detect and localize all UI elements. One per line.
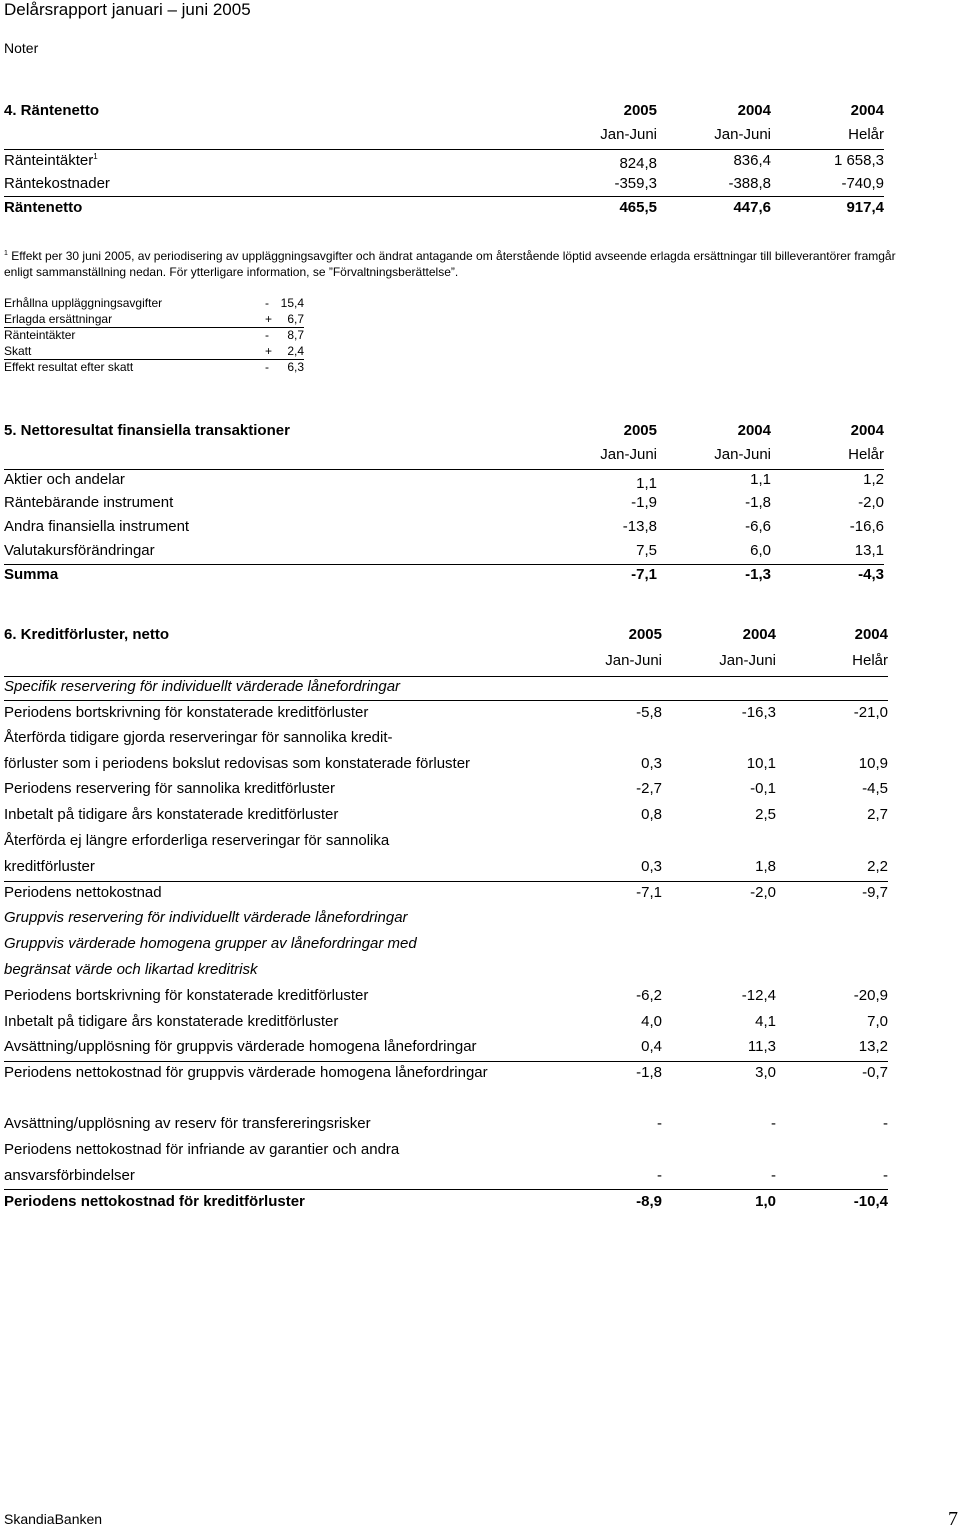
- footnote-text: Effekt per 30 juni 2005, av periodisering av uppläggningsavgifter och ändrat antagande om återstående löptid avseende erlagda ersättningar till billeverantörer framgår enligt sammanställning nedan. För ytterligare information, se ”Förvaltningsberättelse”.: [4, 249, 896, 279]
- col-period: Helår: [848, 446, 884, 463]
- effects-label: Ränteintäkter: [4, 328, 76, 342]
- row-value: -6,2: [636, 987, 662, 1004]
- table-row: [4, 1013, 888, 1035]
- effects-sign: -: [265, 328, 269, 342]
- divider: [4, 676, 888, 677]
- divider: [4, 469, 884, 470]
- row-value: 447,6: [733, 199, 771, 216]
- row-value: 0,3: [641, 755, 662, 772]
- effects-label: Skatt: [4, 344, 32, 358]
- table-row-subheading: [4, 678, 888, 700]
- row-value: -1,8: [745, 494, 771, 511]
- note-4-header-years: [4, 102, 884, 124]
- row-value: 824,8: [619, 155, 657, 172]
- col-year: 2005: [623, 102, 657, 119]
- row-value: -7,1: [636, 884, 662, 901]
- table-row-subheading: [4, 935, 888, 957]
- effects-value: 6,3: [287, 360, 304, 374]
- row-value: -740,9: [841, 175, 884, 192]
- table-row: [4, 1141, 888, 1163]
- note-6-title: 6. Kreditförluster, netto: [4, 626, 170, 643]
- row-value: 465,5: [619, 199, 657, 216]
- footnote-ref: 1: [93, 152, 98, 161]
- col-year: 2004: [737, 422, 771, 439]
- row-label: Ränteintäkter$^1$: [4, 152, 98, 169]
- row-label: förluster som i periodens bokslut redovisas som konstaterade förluster: [4, 755, 471, 772]
- row-value: -8,9: [636, 1193, 662, 1210]
- effects-row: [4, 360, 304, 376]
- footnote-marker: 1: [4, 250, 8, 257]
- row-value: -21,0: [853, 704, 888, 721]
- effects-sign: +: [265, 312, 273, 326]
- row-value: -1,3: [745, 566, 771, 583]
- col-year: 2005: [628, 626, 662, 643]
- col-year: 2004: [737, 102, 771, 119]
- row-value: -2,0: [750, 884, 776, 901]
- section-label: Noter: [4, 40, 39, 56]
- row-value: -: [657, 1167, 662, 1184]
- divider: [4, 700, 888, 701]
- row-label: Återförda tidigare gjorda reserveringar för sannolika kredit-: [4, 729, 393, 746]
- row-label: Periodens nettokostnad: [4, 884, 162, 901]
- row-label: Räntebärande instrument: [4, 494, 174, 511]
- row-label: Återförda ej längre erforderliga reserveringar för sannolika: [4, 832, 390, 849]
- effects-label: Effekt resultat efter skatt: [4, 360, 134, 374]
- row-value: -1,9: [631, 494, 657, 511]
- col-period: Jan-Juni: [600, 446, 657, 463]
- row-label: Specifik reservering för individuellt värderade lånefordringar: [4, 678, 401, 695]
- row-value: 2,7: [867, 806, 888, 823]
- effects-sign: -: [265, 296, 269, 310]
- row-value: -12,4: [741, 987, 776, 1004]
- row-value: -9,7: [862, 884, 888, 901]
- table-row: [4, 471, 884, 493]
- effects-row: [4, 296, 304, 312]
- table-row: [4, 780, 888, 802]
- row-value: 1,1: [750, 471, 771, 488]
- row-value: 7,0: [867, 1013, 888, 1030]
- row-label: Inbetalt på tidigare års konstaterade kreditförluster: [4, 1013, 339, 1030]
- row-value: -16,6: [849, 518, 884, 535]
- divider: [4, 196, 884, 197]
- row-value: -10,4: [853, 1193, 888, 1210]
- row-value: -: [771, 1167, 776, 1184]
- table-row-total: [4, 1193, 888, 1215]
- row-value: -5,8: [636, 704, 662, 721]
- row-value: 836,4: [733, 152, 771, 169]
- effects-row: [4, 344, 304, 360]
- row-label: Gruppvis reservering för individuellt värderade lånefordringar: [4, 909, 408, 926]
- row-label: ansvarsförbindelser: [4, 1167, 135, 1184]
- row-value: -0,1: [750, 780, 776, 797]
- row-value: -: [883, 1167, 888, 1184]
- row-label: Periodens nettokostnad för infriande av garantier och andra: [4, 1141, 400, 1158]
- row-label: begränsat värde och likartad kreditrisk: [4, 961, 258, 978]
- row-value: -2,7: [636, 780, 662, 797]
- effects-value: 2,4: [287, 344, 304, 358]
- col-year: 2004: [850, 422, 884, 439]
- footer-brand: SkandiaBanken: [4, 1511, 103, 1527]
- col-period: Helår: [852, 652, 888, 669]
- row-value: 7,5: [636, 542, 657, 559]
- table-row: [4, 152, 884, 174]
- row-label: Avsättning/upplösning för gruppvis värderade homogena lånefordringar: [4, 1038, 477, 1055]
- table-row: [4, 987, 888, 1009]
- col-period: Helår: [848, 126, 884, 143]
- row-value: 0,3: [641, 858, 662, 875]
- row-value: -359,3: [614, 175, 657, 192]
- table-row: [4, 755, 888, 777]
- row-label: Räntekostnader: [4, 175, 110, 192]
- row-value: -0,7: [862, 1064, 888, 1081]
- col-year: 2004: [742, 626, 776, 643]
- note-4-header-periods: [4, 126, 884, 148]
- page-number: 7: [948, 1508, 958, 1530]
- table-row: [4, 704, 888, 726]
- row-value: 917,4: [846, 199, 884, 216]
- row-value: 2,2: [867, 858, 888, 875]
- col-year: 2004: [854, 626, 888, 643]
- row-value: 10,9: [858, 755, 888, 772]
- table-row: [4, 806, 888, 828]
- row-value: 1,8: [755, 858, 776, 875]
- col-period: Jan-Juni: [719, 652, 776, 669]
- table-row-total: [4, 199, 884, 221]
- row-value: -: [883, 1115, 888, 1132]
- row-value: -13,8: [622, 518, 657, 535]
- row-value: -7,1: [631, 566, 657, 583]
- row-value: 1,2: [863, 471, 884, 488]
- divider: [4, 564, 884, 565]
- effects-sign: +: [265, 344, 273, 358]
- row-value: 0,8: [641, 806, 662, 823]
- table-row: [4, 832, 888, 854]
- divider: [4, 1061, 888, 1062]
- row-value: 13,1: [854, 542, 884, 559]
- row-label: Aktier och andelar: [4, 471, 125, 488]
- table-row-subheading: [4, 909, 888, 931]
- note-6-header-periods: [4, 652, 888, 674]
- row-value: -4,3: [858, 566, 884, 583]
- row-value: 3,0: [755, 1064, 776, 1081]
- note-6-header-years: [4, 626, 888, 648]
- row-value: 4,0: [641, 1013, 662, 1030]
- effects-value: 6,7: [287, 312, 304, 326]
- row-label: Inbetalt på tidigare års konstaterade kreditförluster: [4, 806, 339, 823]
- table-row: [4, 1038, 888, 1060]
- table-row-subheading: [4, 961, 888, 983]
- col-year: 2004: [850, 102, 884, 119]
- table-row: [4, 729, 888, 751]
- effects-label: Erhållna uppläggningsavgifter: [4, 296, 163, 310]
- row-label: Räntenetto: [4, 199, 83, 216]
- effects-row: [4, 328, 304, 344]
- row-value: -: [771, 1115, 776, 1132]
- col-period: Jan-Juni: [714, 126, 771, 143]
- divider: [4, 1189, 888, 1190]
- col-period: Jan-Juni: [600, 126, 657, 143]
- row-value: 6,0: [750, 542, 771, 559]
- note-4-title: 4. Räntenetto: [4, 102, 100, 119]
- table-row: [4, 542, 884, 564]
- document-title: Delårsrapport januari – juni 2005: [4, 0, 251, 19]
- row-value: -: [657, 1115, 662, 1132]
- row-label: Periodens nettokostnad för kreditförluster: [4, 1193, 305, 1210]
- table-row: [4, 1115, 888, 1137]
- row-label: Valutakursförändringar: [4, 542, 155, 559]
- row-label: Periodens nettokostnad för gruppvis värderade homogena lånefordringar: [4, 1064, 488, 1081]
- col-period: Jan-Juni: [714, 446, 771, 463]
- row-value: 1 658,3: [833, 152, 884, 169]
- table-row-subtotal: [4, 1064, 888, 1086]
- table-row: [4, 518, 884, 540]
- row-label: Summa: [4, 566, 59, 583]
- table-row-total: [4, 566, 884, 588]
- row-value: 1,0: [755, 1193, 776, 1210]
- row-value: -1,8: [636, 1064, 662, 1081]
- row-value: 13,2: [858, 1038, 888, 1055]
- table-row: [4, 494, 884, 516]
- row-value: 1,1: [636, 475, 657, 492]
- row-value: 4,1: [755, 1013, 776, 1030]
- row-label: Periodens reservering för sannolika kreditförluster: [4, 780, 335, 797]
- effects-sign: -: [265, 360, 269, 374]
- divider: [4, 881, 888, 882]
- row-value: -16,3: [741, 704, 776, 721]
- row-label: Periodens bortskrivning för konstaterade kreditförluster: [4, 987, 369, 1004]
- col-year: 2005: [623, 422, 657, 439]
- table-row: [4, 858, 888, 880]
- row-value: -2,0: [858, 494, 884, 511]
- note-5-header-years: [4, 422, 884, 444]
- row-label: Periodens bortskrivning för konstaterade kreditförluster: [4, 704, 369, 721]
- row-value: -4,5: [862, 780, 888, 797]
- row-value: 10,1: [746, 755, 776, 772]
- effects-value: 8,7: [287, 328, 304, 342]
- row-label: Gruppvis värderade homogena grupper av lånefordringar med: [4, 935, 417, 952]
- row-label: kreditförluster: [4, 858, 95, 875]
- row-label: Andra finansiella instrument: [4, 518, 190, 535]
- effects-row: [4, 312, 304, 328]
- row-value: -20,9: [853, 987, 888, 1004]
- note-5-header-periods: [4, 446, 884, 468]
- table-row-subtotal: [4, 884, 888, 906]
- table-row: [4, 175, 884, 197]
- row-value: -6,6: [745, 518, 771, 535]
- col-period: Jan-Juni: [605, 652, 662, 669]
- footnote: [4, 246, 909, 280]
- row-value: -388,8: [728, 175, 771, 192]
- row-label: Avsättning/upplösning av reserv för transfereringsrisker: [4, 1115, 371, 1132]
- divider: [4, 149, 884, 150]
- effects-value: 15,4: [280, 296, 304, 310]
- effects-label: Erlagda ersättningar: [4, 312, 113, 326]
- table-row: [4, 1167, 888, 1189]
- row-value: 0,4: [641, 1038, 662, 1055]
- row-value: 11,3: [747, 1038, 776, 1055]
- note-5-title: 5. Nettoresultat finansiella transaktioner: [4, 422, 290, 439]
- row-value: 2,5: [755, 806, 776, 823]
